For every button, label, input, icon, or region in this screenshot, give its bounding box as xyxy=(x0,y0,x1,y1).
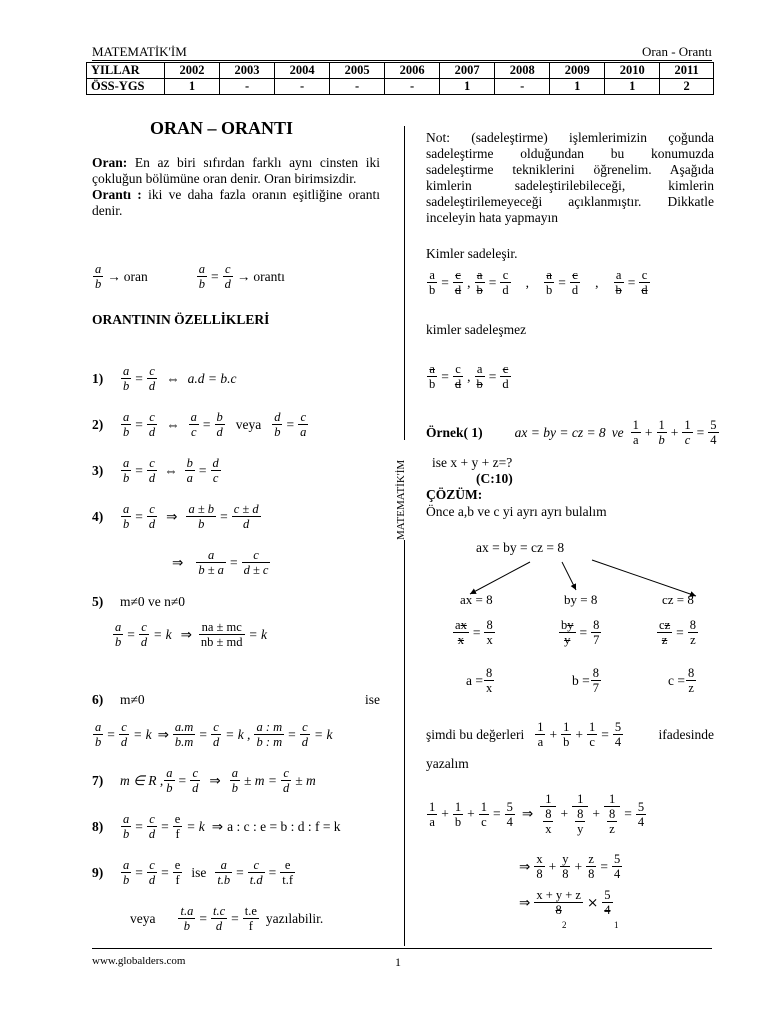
exam-count-row xyxy=(87,79,714,95)
table-row-header: ÖSS-YGS xyxy=(87,79,165,95)
example-1: Örnek( 1) ax = by = cz = 8 ve $\frac{1}{a}$ + $\frac{1}{b}$ + $\frac{1}{c}$ = $\frac{5}{4}$ xyxy=(426,418,717,447)
table-cell: 1 xyxy=(605,79,660,95)
table-cell: 1 xyxy=(440,79,495,95)
table-cell: 2011 xyxy=(660,63,714,79)
table-cell: 2003 xyxy=(220,63,275,79)
table-cell: 2010 xyxy=(605,63,660,79)
header-right: Oran - Orantı xyxy=(641,44,712,59)
by-divide: $\frac{by}{y}$ = $\frac{8}{7}$ xyxy=(561,618,600,647)
header-left: MATEMATİK'İM xyxy=(92,44,187,59)
property-5-formula: $\frac{a}{b}$ = $\frac{c}{d}$ = k ⇒ $\frac{na \pm mc}{nb \pm md}$ = k xyxy=(115,620,267,649)
solution-step-3: ⇒ $\frac{x + y + z}{8}$ ⨯ $\frac{5}{4}$ xyxy=(519,888,611,917)
property-7: 7) m ∈ R , $\frac{a}{b}$ = $\frac{c}{d}$ ⇒ $\frac{a}{b}$ ± m = $\frac{c}{d}$ ± m xyxy=(92,766,316,795)
kimler-sadelesir: Kimler sadeleşir. xyxy=(426,246,518,261)
years-row xyxy=(87,63,714,79)
table-cell: 2009 xyxy=(550,63,605,79)
table-cell: 2004 xyxy=(275,63,330,79)
years-table xyxy=(86,62,714,95)
kimler-sadelesmez: kimler sadeleşmez xyxy=(426,322,527,337)
table-cell: - xyxy=(385,79,440,95)
cz-divide: $\frac{cz}{z}$ = $\frac{8}{z}$ xyxy=(659,618,696,647)
property-4: 4) $\frac{a}{b}$ = $\frac{c}{d}$ ⇒ $\frac{a \pm b}{b}$ = $\frac{c \pm d}{d}$ xyxy=(92,502,259,531)
cz-eq-8: cz = 8 xyxy=(662,592,694,607)
table-cell: - xyxy=(275,79,330,95)
table-cell: 2005 xyxy=(330,63,385,79)
oran-text: En az biri sıfırdan farklı aynı cinsten iki çokluğun bölümüne oran denir. Oran birimsizdir. xyxy=(92,155,381,186)
oranti-word: orantı xyxy=(253,268,285,284)
property-4b: ⇒ $\frac{a}{b \pm a}$ = $\frac{c}{d \pm c}$ xyxy=(172,548,269,577)
section-title: ORANTININ ÖZELLİKLERİ xyxy=(92,312,270,327)
sadelesmez-examples: $\frac{a}{b}$ = $\frac{c}{d}$ , $\frac{a}{b}$ = $\frac{c}{d}$ xyxy=(429,362,509,391)
oran-example: $\frac{a}{b}$ → oran $\frac{a}{b}$ = $\frac{c}{d}$ → orantı xyxy=(95,262,285,291)
oran-label: Oran: xyxy=(92,155,128,170)
note-paragraph: Not: (sadeleştirme) işlemlerimizin çoğunda sadeleştirme olduğundan bu konumuzda sadeleştirme tekniklerini öğrenelim. Aşağıda kimlerin sadeleştirilebileceği, kimlerin sadeleştirilemeyeceği açıklanmıştır. Dikkatle inceleyin hata yapmayın xyxy=(426,130,714,225)
ax-divide: $\frac{ax}{x}$ = $\frac{8}{x}$ xyxy=(455,618,493,647)
substitute-line: şimdi bu değerleri $\frac{1}{a}$ + $\frac{1}{b}$ + $\frac{1}{c}$ = $\frac{5}{4}$ ifadesinde xyxy=(426,720,714,749)
property-8: 8) $\frac{a}{b}$ = $\frac{c}{d}$ = $\frac{e}{f}$ = k ⇒ a : c : e = b : d : f = k xyxy=(92,812,341,841)
table-cell: 1 xyxy=(550,79,605,95)
footer-url[interactable]: www.globalders.com xyxy=(92,955,186,967)
header-divider xyxy=(92,60,712,61)
solution-step-1: $\frac{1}{a}$ + $\frac{1}{b}$ + $\frac{1}{c}$ = $\frac{5}{4}$ ⇒ $\frac{1}{\frac{8}{x}}$ + $\frac{1}{\frac{8}{y}}$ + $\frac{1}{\frac{8}{z}}$ = $\frac{5}{4}$ xyxy=(429,792,645,836)
table-cell: - xyxy=(495,79,550,95)
page-number: 1 xyxy=(395,955,401,969)
yazalim: yazalım xyxy=(426,756,469,771)
table-cell: 2006 xyxy=(385,63,440,79)
property-9: 9) $\frac{a}{b}$ = $\frac{c}{d}$ = $\frac{e}{f}$ ise $\frac{a}{t.b}$ = $\frac{c}{t.d}$ = $\frac{e}{t.f}$ xyxy=(92,858,294,887)
property-3: 3) $\frac{a}{b}$ = $\frac{c}{d}$ ⇔ $\frac{b}{a}$ = $\frac{d}{c}$ xyxy=(92,456,219,485)
property-1: 1) $\frac{a}{b}$ = $\frac{c}{d}$ ⇔ a.d = b.c xyxy=(92,364,237,393)
table-cell: - xyxy=(220,79,275,95)
property-9b: veya $\frac{t.a}{b}$ = $\frac{t.c}{d}$ = $\frac{t.e}{f}$ yazılabilir. xyxy=(130,904,324,933)
table-row-header: YILLAR xyxy=(87,63,165,79)
c-result: c = $\frac{8}{z}$ xyxy=(668,666,695,695)
solution-intro: Önce a,b ve c yi ayrı ayrı bulalım xyxy=(426,504,607,519)
side-label: MATEMATİK'İM xyxy=(395,459,407,540)
table-cell: - xyxy=(330,79,385,95)
ax-eq-8: ax = 8 xyxy=(460,592,493,607)
example-question: ise x + y + z=? xyxy=(432,455,513,470)
cancel-1: 1 xyxy=(614,920,619,930)
property-6: 6) m≠0 ise xyxy=(92,692,380,707)
example-answer: (C:10) xyxy=(476,471,513,486)
b-result: b = $\frac{8}{7}$ xyxy=(572,666,599,695)
table-cell: 2002 xyxy=(165,63,220,79)
oranti-label: Orantı : xyxy=(92,187,142,202)
by-eq-8: by = 8 xyxy=(564,592,598,607)
property-5: 5) m≠0 ve n≠0 xyxy=(92,594,186,609)
page-title: ORAN – ORANTI xyxy=(150,118,294,138)
oranti-text: iki ve daha fazla oranın eşitliğine orantı denir. xyxy=(92,187,381,218)
property-2: 2) $\frac{a}{b}$ = $\frac{c}{d}$ ⇔ $\frac{a}{c}$ = $\frac{b}{d}$ veya $\frac{d}{b}$ = $\frac{c}{a}$ xyxy=(92,410,307,439)
table-cell: 2 xyxy=(660,79,714,95)
sadelesir-examples: $\frac{a}{b}$ = $\frac{c}{d}$ , $\frac{a}{b}$ = $\frac{c}{d}$ , $\frac{a}{b}$ = $\frac{c}{d}$ , $\frac{a}{b}$ = $\frac{c}{d}$ xyxy=(429,268,648,297)
oran-word: oran xyxy=(123,268,148,284)
a-result: a = $\frac{8}{x}$ xyxy=(466,666,493,695)
chain-equation: ax = by = cz = 8 xyxy=(476,540,565,555)
solution-step-2: ⇒ $\frac{x}{8}$ + $\frac{y}{8}$ + $\frac{z}{8}$ = $\frac{5}{4}$ xyxy=(519,852,621,881)
property-6-formula: $\frac{a}{b}$ = $\frac{c}{d}$ = k ⇒ $\frac{a.m}{b.m}$ = $\frac{c}{d}$ = k , $\frac{a : m}{b : m}$ = $\frac{c}{d}$ = k xyxy=(95,720,333,749)
table-cell: 1 xyxy=(165,79,220,95)
table-cell: 2007 xyxy=(440,63,495,79)
table-cell: 2008 xyxy=(495,63,550,79)
footer-divider xyxy=(92,948,712,949)
cancel-2: 2 xyxy=(562,920,567,930)
oran-definition xyxy=(92,155,380,219)
solution-label: ÇÖZÜM: xyxy=(426,487,483,502)
